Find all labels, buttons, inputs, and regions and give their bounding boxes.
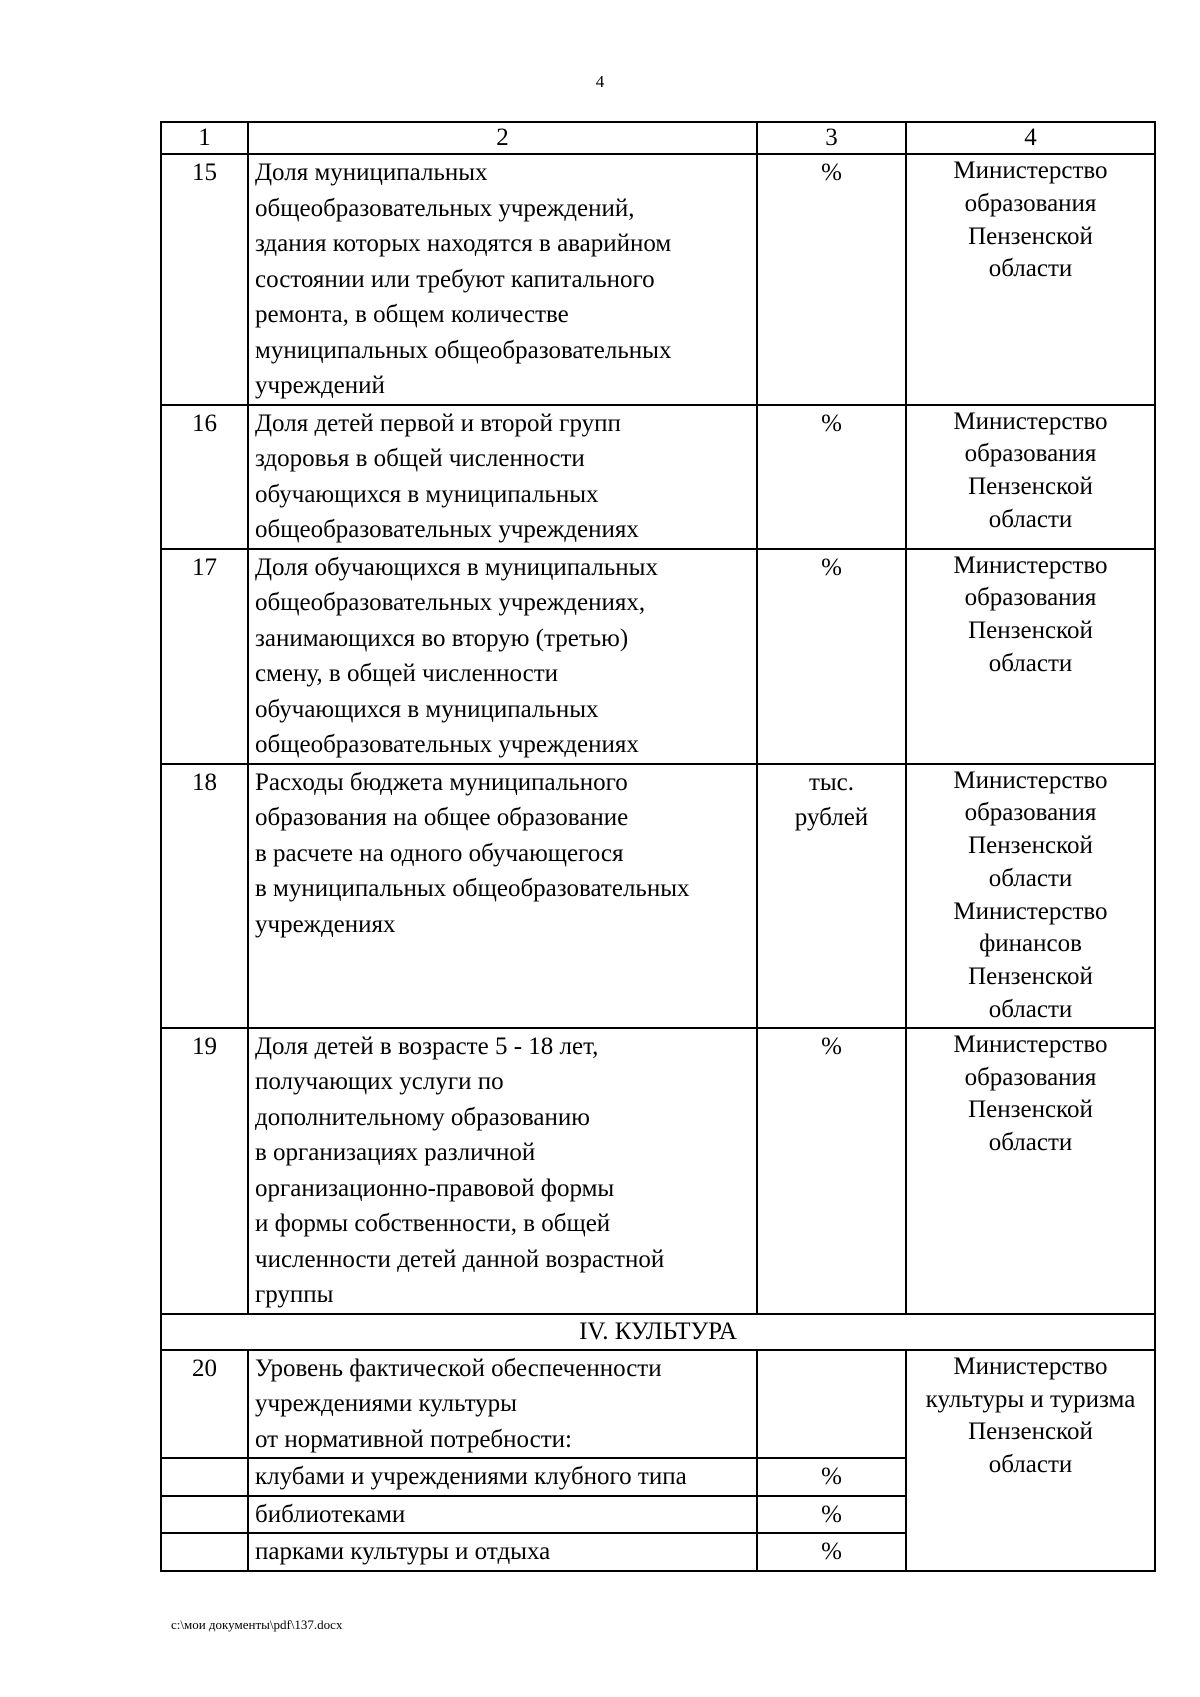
file-path-footer: c:\мои документы\pdf\137.docx (171, 1617, 343, 1632)
responsible-line: Министерство (953, 551, 1108, 579)
indicator-line: Доля муниципальных (255, 159, 488, 186)
indicator-line: образования на общее образование (255, 804, 629, 831)
table-header-row (161, 122, 1155, 154)
indicator-line: в организациях различной (255, 1139, 536, 1167)
table-row (161, 154, 1155, 405)
row-number: 16 (161, 405, 248, 549)
indicator-cell (248, 1350, 757, 1459)
header-col-4: 4 (906, 122, 1155, 154)
responsible-line: Пензенской (968, 1418, 1093, 1446)
responsible-cell (906, 405, 1155, 549)
indicator-line: Расходы бюджета муниципального (255, 768, 628, 796)
responsible-cell (906, 154, 1155, 405)
row-number: 20 (161, 1350, 248, 1459)
responsible-line: образования (964, 584, 1097, 612)
responsible-line: Министерство (953, 897, 1108, 925)
indicator-line: муниципальных общеобразовательных (255, 336, 672, 364)
section-row (161, 1314, 1155, 1350)
indicator-cell (248, 1028, 757, 1314)
unit-line: % (821, 159, 842, 186)
responsible-cell (906, 1028, 1155, 1314)
responsible-line: Пензенской (968, 222, 1093, 250)
sub-row-number (161, 1458, 248, 1496)
responsible-cell (906, 764, 1155, 1028)
responsible-line: области (988, 1129, 1073, 1157)
unit-cell (757, 1350, 906, 1459)
unit-line: рублей (794, 804, 869, 831)
indicator-line: состоянии или требуют капитального (255, 265, 655, 293)
header-col-3: 3 (757, 122, 906, 154)
indicator-line: учреждений (255, 372, 385, 399)
indicator-line: учреждениях (255, 910, 396, 938)
responsible-line: Пензенской (968, 617, 1093, 645)
table-row (161, 1350, 1155, 1459)
responsible-line: образования (964, 799, 1097, 827)
responsible-cell (906, 1350, 1155, 1571)
sub-row-number (161, 1496, 248, 1534)
table-row (161, 549, 1155, 764)
responsible-line: Пензенской (968, 473, 1093, 501)
indicator-line: получающих услуги по (255, 1068, 504, 1096)
indicator-line: смену, в общей численности (255, 660, 559, 687)
responsible-line: области (988, 864, 1073, 892)
indicator-line: группы (255, 1281, 334, 1309)
indicator-line: здоровья в общей численности (255, 445, 585, 472)
table-row (161, 1028, 1155, 1314)
responsible-line: образования (964, 189, 1097, 217)
responsible-line: финансов (979, 930, 1082, 958)
sub-row-number (161, 1533, 248, 1571)
unit-cell (757, 549, 906, 764)
indicator-line: дополнительному образованию (255, 1103, 590, 1131)
indicator-line: обучающихся в муниципальных (255, 480, 599, 508)
responsible-line: области (988, 505, 1073, 533)
indicator-cell (248, 405, 757, 549)
responsible-line: области (988, 1451, 1073, 1479)
responsible-line: Министерство (953, 1030, 1108, 1058)
responsible-line: образования (964, 440, 1097, 468)
row-number: 17 (161, 549, 248, 764)
indicator-line: общеобразовательных учреждений, (255, 194, 635, 222)
table-row (161, 764, 1155, 1028)
unit-cell (757, 764, 906, 1028)
indicator-line: от нормативной потребности: (255, 1425, 573, 1453)
unit-line: % (821, 553, 842, 581)
sub-row-label: библиотеками (248, 1496, 757, 1534)
indicator-cell (248, 549, 757, 764)
indicator-line: Доля детей в возрасте 5 - 18 лет, (255, 1032, 599, 1060)
indicator-line: ремонта, в общем количестве (255, 301, 569, 328)
header-col-2: 2 (248, 122, 757, 154)
header-col-1: 1 (161, 122, 248, 154)
responsible-line: образования (964, 1063, 1097, 1091)
sub-row-unit: % (757, 1458, 906, 1496)
indicator-line: в расчете на одного обучающегося (255, 839, 624, 867)
indicator-line: занимающихся во вторую (третью) (255, 624, 629, 652)
indicator-line: Доля детей первой и второй групп (255, 409, 621, 437)
indicator-line: общеобразовательных учреждениях (255, 731, 639, 758)
indicator-line: учреждениями культуры (255, 1390, 517, 1418)
indicator-line: организационно-правовой формы (255, 1174, 615, 1202)
unit-cell (757, 405, 906, 549)
section-title: IV. КУЛЬТУРА (161, 1314, 1155, 1350)
indicator-line: здания которых находятся в аварийном (255, 230, 672, 257)
responsible-line: Министерство (953, 407, 1108, 435)
responsible-line: Пензенской (968, 963, 1093, 991)
responsible-cell (906, 549, 1155, 764)
unit-line: % (821, 409, 842, 437)
unit-line: тыс. (808, 768, 855, 796)
responsible-line: культуры и туризма (925, 1385, 1136, 1413)
row-number: 18 (161, 764, 248, 1028)
unit-line: % (821, 1032, 842, 1060)
indicator-line: Доля обучающихся в муниципальных (255, 553, 658, 581)
responsible-line: области (988, 255, 1073, 283)
indicator-line: численности детей данной возрастной (255, 1245, 665, 1273)
responsible-line: Пензенской (968, 1096, 1093, 1124)
indicator-line: и формы собственности, в общей (255, 1210, 611, 1238)
unit-cell (757, 154, 906, 405)
responsible-line: области (988, 996, 1073, 1024)
indicator-cell (248, 154, 757, 405)
indicator-line: обучающихся в муниципальных (255, 695, 599, 723)
indicator-line: общеобразовательных учреждениях (255, 516, 639, 543)
row-number: 15 (161, 154, 248, 405)
sub-row-unit: % (757, 1496, 906, 1534)
page-number: 4 (595, 72, 605, 91)
sub-row-label: парками культуры и отдыха (248, 1533, 757, 1571)
responsible-line: Пензенской (968, 832, 1093, 860)
sub-row-unit: % (757, 1533, 906, 1571)
row-number: 19 (161, 1028, 248, 1314)
unit-cell (757, 1028, 906, 1314)
indicator-line: общеобразовательных учреждениях, (255, 589, 646, 616)
responsible-line: области (988, 649, 1073, 677)
sub-row-label: клубами и учреждениями клубного типа (248, 1458, 757, 1496)
table-row (161, 405, 1155, 549)
responsible-line: Министерство (953, 1352, 1108, 1380)
indicator-line: в муниципальных общеобразовательных (255, 875, 690, 902)
responsible-line: Министерство (953, 766, 1108, 794)
indicators-table (160, 121, 1156, 1572)
responsible-line: Министерство (953, 157, 1108, 184)
indicator-line: Уровень фактической обеспеченности (255, 1354, 662, 1382)
indicator-cell (248, 764, 757, 1028)
